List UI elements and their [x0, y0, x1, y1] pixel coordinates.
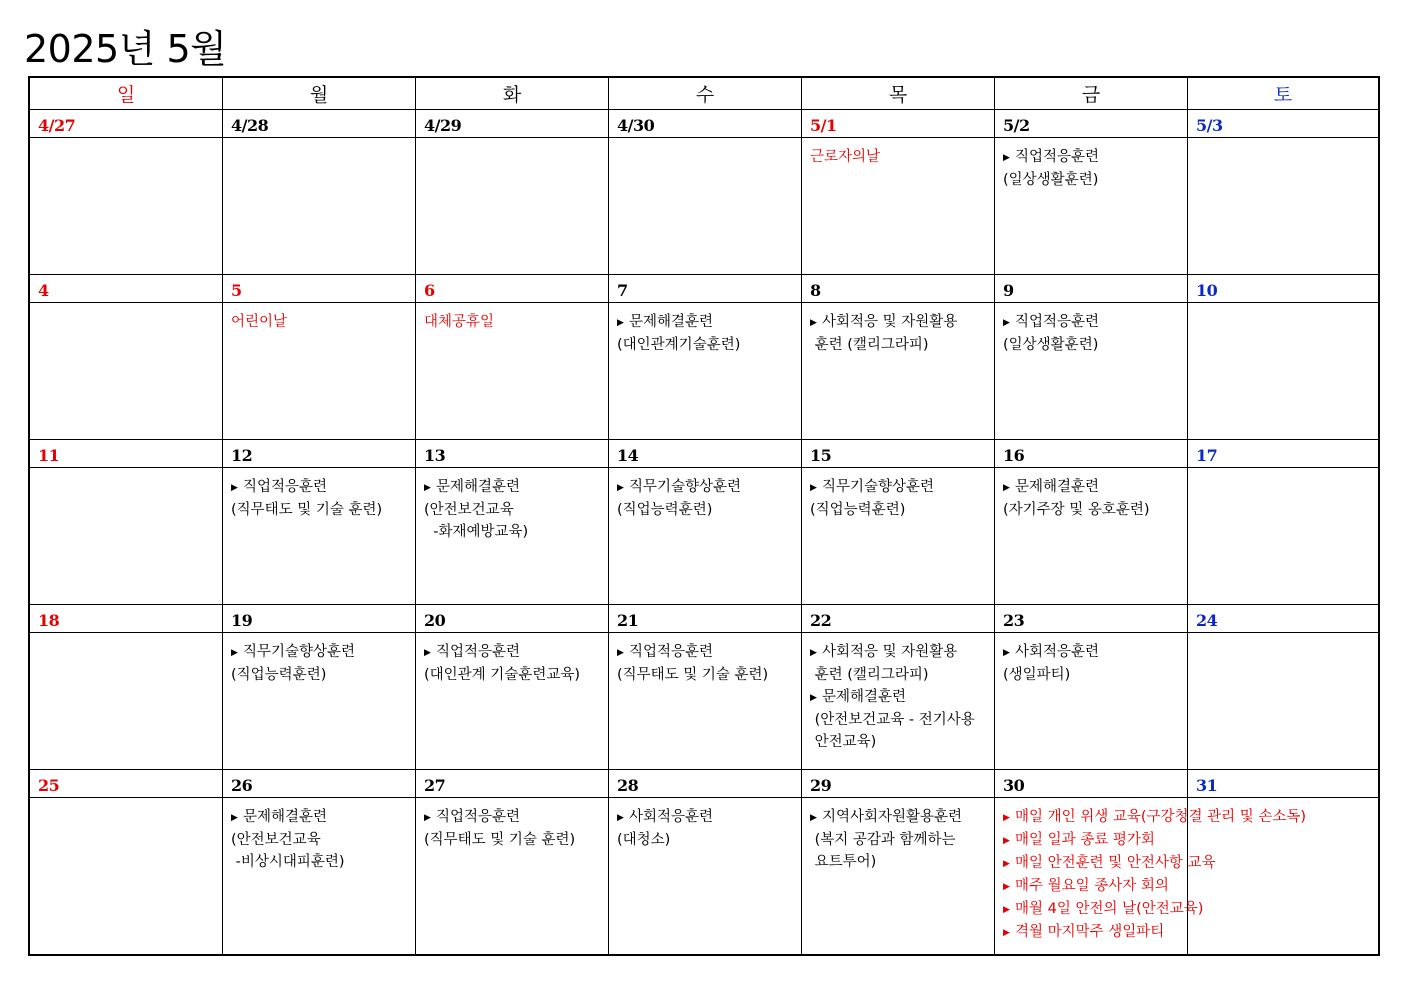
event-text: 문제해결훈련 [436, 479, 521, 495]
event-text: 어린이날 [231, 314, 288, 330]
day-cell [802, 303, 995, 440]
event-text: 문제해결훈련 [243, 809, 328, 825]
event-line [810, 311, 990, 334]
date-number: 19 [223, 605, 416, 633]
event-line [810, 499, 990, 521]
event-line [810, 851, 990, 873]
date-number: 18 [30, 605, 223, 633]
event-line [1003, 898, 1204, 921]
day-cell [609, 798, 802, 954]
event-line [231, 476, 411, 499]
event-text: 문제해결훈련 [629, 314, 714, 330]
event-text: 요트투어) [810, 854, 877, 870]
event-line [231, 499, 411, 521]
event-line [231, 829, 411, 851]
event-line [1003, 499, 1183, 521]
event-text: 직업적응훈련 [436, 809, 521, 825]
weekday-header-row [30, 78, 1378, 110]
event-text: 문제해결훈련 [822, 689, 907, 705]
bullet-triangle-icon: ▶ [1003, 153, 1010, 163]
date-number: 28 [609, 770, 802, 798]
day-cell [995, 303, 1188, 440]
day-cell [416, 138, 609, 275]
day-cell [802, 633, 995, 770]
bullet-triangle-icon: ▶ [1003, 882, 1010, 892]
event-line [810, 806, 990, 829]
event-line [1003, 921, 1183, 944]
week-date-row [30, 770, 1378, 798]
event-text: 훈련 (캘리그라피) [810, 667, 929, 683]
date-number: 5/2 [995, 110, 1188, 138]
date-number: 25 [30, 770, 223, 798]
day-cell [609, 138, 802, 275]
date-number: 5/3 [1188, 110, 1378, 138]
event-line [1003, 829, 1183, 852]
weekday-header: 화 [416, 78, 609, 110]
date-number: 4/30 [609, 110, 802, 138]
date-number: 30 [995, 770, 1188, 798]
bullet-triangle-icon: ▶ [424, 648, 431, 658]
event-text: 지역사회자원활용훈련 [822, 809, 963, 825]
day-cell [1188, 138, 1378, 275]
bullet-triangle-icon: ▶ [617, 813, 624, 823]
day-cell [416, 468, 609, 605]
event-text: 매일 안전훈련 및 안전사항 교육 [1015, 855, 1216, 871]
event-line [424, 806, 604, 829]
date-number: 31 [1188, 770, 1378, 798]
event-text: 직업적응훈련 [243, 479, 328, 495]
event-text: 직무기술향상훈련 [243, 644, 356, 660]
event-line [810, 686, 990, 709]
event-line [810, 476, 990, 499]
event-line [617, 664, 797, 686]
date-number: 21 [609, 605, 802, 633]
event-line [617, 476, 797, 499]
day-cell [609, 303, 802, 440]
date-number: 23 [995, 605, 1188, 633]
event-text: (안전보건교육 [424, 502, 514, 518]
event-text: 사회적응 및 자원활용 [822, 314, 958, 330]
event-line [231, 806, 411, 829]
bullet-triangle-icon: ▶ [810, 483, 817, 493]
date-number: 26 [223, 770, 416, 798]
event-line [424, 664, 604, 686]
day-cell [416, 303, 609, 440]
day-cell [223, 468, 416, 605]
day-cell [995, 468, 1188, 605]
bullet-triangle-icon: ▶ [1003, 836, 1010, 846]
day-cell [1188, 303, 1378, 440]
day-cell [802, 138, 995, 275]
bullet-triangle-icon: ▶ [1003, 859, 1010, 869]
event-text: 직무기술향상훈련 [822, 479, 935, 495]
bullet-triangle-icon: ▶ [231, 813, 238, 823]
date-number: 4 [30, 275, 223, 303]
week-events-row [30, 633, 1378, 770]
event-text: 문제해결훈련 [1015, 479, 1100, 495]
event-text: 사회적응훈련 [1015, 644, 1100, 660]
week-events-row [30, 468, 1378, 605]
day-cell [30, 468, 223, 605]
event-text: -화재예방교육) [424, 524, 529, 540]
event-text: (직업능력훈련) [810, 502, 906, 518]
bullet-triangle-icon: ▶ [424, 483, 431, 493]
event-line [1003, 334, 1183, 356]
bullet-triangle-icon: ▶ [810, 693, 817, 703]
day-cell [995, 798, 1307, 954]
event-line [1003, 476, 1183, 499]
event-text: (안전보건교육 - 전기사용 [810, 712, 975, 728]
day-cell [223, 633, 416, 770]
event-text: (직업능력훈련) [617, 502, 713, 518]
date-number: 24 [1188, 605, 1378, 633]
date-number: 5/1 [802, 110, 995, 138]
event-line [1003, 852, 1216, 875]
event-line [1003, 169, 1183, 191]
event-text: 대체공휴일 [424, 314, 495, 330]
bullet-triangle-icon: ▶ [424, 813, 431, 823]
event-text: 격월 마지막주 생일파티 [1015, 924, 1165, 940]
date-number: 12 [223, 440, 416, 468]
bullet-triangle-icon: ▶ [810, 813, 817, 823]
event-text: (직업능력훈련) [231, 667, 327, 683]
weekday-header: 금 [995, 78, 1188, 110]
event-text: -비상시대피훈련) [231, 854, 345, 870]
event-line [1003, 311, 1183, 334]
event-line [231, 664, 411, 686]
event-line [231, 851, 411, 873]
event-line [810, 709, 990, 731]
day-cell [1188, 633, 1378, 770]
bullet-triangle-icon: ▶ [1003, 483, 1010, 493]
bullet-triangle-icon: ▶ [1003, 813, 1010, 823]
week-events-row [30, 798, 1378, 954]
bullet-triangle-icon: ▶ [231, 648, 238, 658]
event-text: 직업적응훈련 [436, 644, 521, 660]
event-text: 직업적응훈련 [1015, 314, 1100, 330]
date-number: 8 [802, 275, 995, 303]
event-text: (일상생활훈련) [1003, 172, 1099, 188]
event-line [617, 641, 797, 664]
date-number: 7 [609, 275, 802, 303]
date-number: 4/29 [416, 110, 609, 138]
weekday-header: 목 [802, 78, 995, 110]
calendar-title: 2025년 5월 [24, 27, 227, 71]
day-cell [416, 633, 609, 770]
day-cell [995, 633, 1188, 770]
day-cell [223, 138, 416, 275]
event-text: (직무태도 및 기술 훈련) [424, 832, 576, 848]
bullet-triangle-icon: ▶ [810, 648, 817, 658]
week-date-row [30, 110, 1378, 138]
day-cell [609, 468, 802, 605]
event-line [810, 146, 990, 168]
event-text: 직무기술향상훈련 [629, 479, 742, 495]
date-number: 10 [1188, 275, 1378, 303]
date-number: 4/28 [223, 110, 416, 138]
event-line [810, 641, 990, 664]
event-text: 매일 일과 종료 평가회 [1015, 832, 1155, 848]
event-text: (자기주장 및 옹호훈련) [1003, 502, 1150, 518]
event-text: (복지 공감과 함께하는 [810, 832, 956, 848]
event-text: 매일 개인 위생 교육(구강청결 관리 및 손소독) [1015, 809, 1307, 825]
weekday-header: 일 [30, 78, 223, 110]
calendar-grid [28, 76, 1380, 956]
bullet-triangle-icon: ▶ [1003, 318, 1010, 328]
event-text: 사회적응 및 자원활용 [822, 644, 958, 660]
day-cell [1188, 468, 1378, 605]
bullet-triangle-icon: ▶ [617, 483, 624, 493]
day-cell [1188, 798, 1378, 954]
day-cell [802, 468, 995, 605]
week-date-row [30, 605, 1378, 633]
event-text: 직업적응훈련 [629, 644, 714, 660]
bullet-triangle-icon: ▶ [810, 318, 817, 328]
day-cell [30, 303, 223, 440]
day-cell [609, 633, 802, 770]
event-line [617, 829, 797, 851]
event-text: 사회적응훈련 [629, 809, 714, 825]
event-text: 훈련 (캘리그라피) [810, 337, 929, 353]
bullet-triangle-icon: ▶ [617, 318, 624, 328]
week-events-row [30, 303, 1378, 440]
date-number: 13 [416, 440, 609, 468]
event-line [1003, 664, 1183, 686]
event-line [424, 499, 604, 521]
day-cell [995, 138, 1188, 275]
day-cell [223, 303, 416, 440]
event-text: (직무태도 및 기술 훈련) [617, 667, 769, 683]
event-text: (대인관계 기술훈련교육) [424, 667, 580, 683]
day-cell [30, 633, 223, 770]
weekday-header: 월 [223, 78, 416, 110]
week-date-row [30, 440, 1378, 468]
date-number: 14 [609, 440, 802, 468]
event-text: 안전교육) [810, 734, 877, 750]
date-number: 11 [30, 440, 223, 468]
bullet-triangle-icon: ▶ [1003, 905, 1010, 915]
date-number: 20 [416, 605, 609, 633]
event-line [617, 334, 797, 356]
event-line [617, 499, 797, 521]
week-events-row [30, 138, 1378, 275]
event-line [810, 664, 990, 686]
date-number: 15 [802, 440, 995, 468]
event-text: (일상생활훈련) [1003, 337, 1099, 353]
date-number: 5 [223, 275, 416, 303]
event-text: (대청소) [617, 832, 671, 848]
event-line [424, 829, 604, 851]
bullet-triangle-icon: ▶ [1003, 648, 1010, 658]
event-line [1003, 875, 1183, 898]
date-number: 22 [802, 605, 995, 633]
week-date-row [30, 275, 1378, 303]
event-line [617, 311, 797, 334]
date-number: 6 [416, 275, 609, 303]
date-number: 16 [995, 440, 1188, 468]
date-number: 4/27 [30, 110, 223, 138]
event-line [424, 476, 604, 499]
bullet-triangle-icon: ▶ [1003, 928, 1010, 938]
bullet-triangle-icon: ▶ [231, 483, 238, 493]
event-line [1003, 146, 1183, 169]
event-line [424, 521, 604, 543]
day-cell [802, 798, 995, 954]
event-line [1003, 806, 1307, 829]
event-text: 직업적응훈련 [1015, 149, 1100, 165]
date-number: 27 [416, 770, 609, 798]
event-text: (안전보건교육 [231, 832, 321, 848]
event-text: 근로자의날 [810, 149, 881, 165]
event-text: (직무태도 및 기술 훈련) [231, 502, 383, 518]
bullet-triangle-icon: ▶ [617, 648, 624, 658]
date-number: 29 [802, 770, 995, 798]
event-text: (생일파티) [1003, 667, 1071, 683]
event-line [424, 641, 604, 664]
weekday-header: 토 [1188, 78, 1378, 110]
event-text: (대인관계기술훈련) [617, 337, 741, 353]
date-number: 9 [995, 275, 1188, 303]
event-text: 매주 월요일 종사자 회의 [1015, 878, 1169, 894]
day-cell [416, 798, 609, 954]
event-text: 매월 4일 안전의 날(안전교육) [1015, 901, 1204, 917]
event-line [231, 641, 411, 664]
event-line [1003, 641, 1183, 664]
date-number: 17 [1188, 440, 1378, 468]
event-line [810, 334, 990, 356]
day-cell [30, 138, 223, 275]
event-line [617, 806, 797, 829]
event-line [424, 311, 604, 333]
event-line [810, 829, 990, 851]
day-cell [30, 798, 223, 954]
day-cell [223, 798, 416, 954]
event-line [231, 311, 411, 333]
weekday-header: 수 [609, 78, 802, 110]
event-line [810, 731, 990, 753]
